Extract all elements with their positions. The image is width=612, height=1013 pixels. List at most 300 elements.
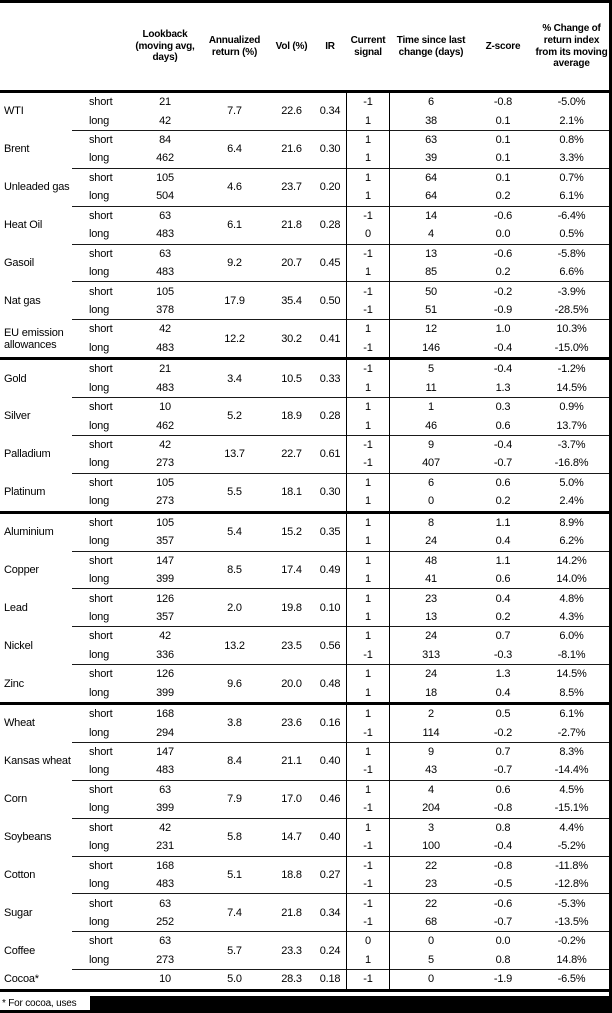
commodity-name: Nat gas <box>4 294 41 307</box>
cell-z-score: -0.2 <box>493 726 513 739</box>
cell-current-signal: -1 <box>363 859 373 872</box>
cell-z-score: 0.2 <box>495 266 511 279</box>
cell-z-score: 0.1 <box>495 152 511 165</box>
cell-pct-change: 4.3% <box>559 610 584 623</box>
cell-vol: 21.8 <box>281 906 302 919</box>
cell-leg-type: short <box>89 516 113 529</box>
cell-current-signal: -1 <box>363 802 373 815</box>
cell-lookback: 10 <box>159 401 171 414</box>
cell-days-since-change: 38 <box>425 114 437 127</box>
cell-leg-type: long <box>89 726 109 739</box>
cell-ir: 0.40 <box>319 755 341 768</box>
cell-z-score: 0.7 <box>495 746 511 759</box>
cell-days-since-change: 22 <box>425 897 437 910</box>
cell-vol: 21.6 <box>281 143 302 156</box>
cell-lookback: 126 <box>156 668 174 681</box>
commodity-group <box>0 93 609 130</box>
redacted-footer-bar <box>0 996 609 1013</box>
cell-annualized-return: 5.5 <box>227 486 242 499</box>
cell-z-score: -0.7 <box>493 915 513 928</box>
cell-leg-type: short <box>89 323 113 336</box>
cell-z-score: 0.1 <box>495 134 511 147</box>
cell-ir: 0.56 <box>319 639 341 652</box>
cell-lookback: 105 <box>156 516 174 529</box>
cell-leg-type: short <box>89 897 113 910</box>
header-z-score: Z-score <box>485 40 521 52</box>
cell-z-score: -1.9 <box>493 973 513 986</box>
cell-ir: 0.16 <box>319 717 341 730</box>
cell-vol: 20.7 <box>281 256 302 269</box>
commodity-name: Silver <box>4 410 31 423</box>
cell-days-since-change: 313 <box>422 648 440 661</box>
commodity-name: Corn <box>4 793 28 806</box>
cell-current-signal: -1 <box>363 726 373 739</box>
commodity-name: Zinc <box>4 677 24 690</box>
cell-lookback: 504 <box>156 190 174 203</box>
cell-days-since-change: 50 <box>425 285 437 298</box>
commodity-group <box>0 131 609 168</box>
cell-leg-type: long <box>89 495 109 508</box>
cell-pct-change: 0.8% <box>559 134 584 147</box>
cell-lookback: 84 <box>159 134 171 147</box>
cell-vol: 21.1 <box>281 755 302 768</box>
cell-leg-type: long <box>89 648 109 661</box>
cell-leg-type: long <box>89 535 109 548</box>
cell-ir: 0.33 <box>319 372 341 385</box>
cell-days-since-change: 22 <box>425 859 437 872</box>
cell-current-signal: 1 <box>365 134 371 147</box>
cell-pct-change: -6.5% <box>557 973 586 986</box>
cell-current-signal: 1 <box>365 152 371 165</box>
cell-pct-change: -16.8% <box>554 457 589 470</box>
cell-current-signal: 1 <box>365 783 371 796</box>
cell-lookback: 42 <box>159 630 171 643</box>
cell-annualized-return: 7.7 <box>227 105 242 118</box>
cell-pct-change: 4.8% <box>559 592 584 605</box>
cell-current-signal: 1 <box>365 573 371 586</box>
header-ir: IR <box>325 40 335 52</box>
commodity-name: Sugar <box>4 906 33 919</box>
commodity-group <box>0 857 609 894</box>
cell-vol: 18.9 <box>281 410 302 423</box>
cell-ir: 0.35 <box>319 526 341 539</box>
cell-days-since-change: 2 <box>428 708 434 721</box>
cell-pct-change: 10.3% <box>556 323 587 336</box>
commodity-name: Unleaded gas <box>4 181 70 194</box>
cell-leg-type: short <box>89 363 113 376</box>
commodity-group <box>0 207 609 244</box>
cell-days-since-change: 12 <box>425 323 437 336</box>
cell-days-since-change: 64 <box>425 190 437 203</box>
cell-vol: 17.4 <box>281 563 302 576</box>
cell-pct-change: 14.5% <box>556 668 587 681</box>
cell-lookback: 168 <box>156 708 174 721</box>
cell-leg-type: long <box>89 878 109 891</box>
cell-z-score: 0.6 <box>495 573 511 586</box>
header-lookback: Lookback (moving avg, days) <box>135 28 195 64</box>
cell-lookback: 42 <box>159 821 171 834</box>
cell-ir: 0.10 <box>319 601 341 614</box>
cell-current-signal: 1 <box>365 516 371 529</box>
cell-days-since-change: 23 <box>425 592 437 605</box>
cell-z-score: -0.8 <box>493 859 513 872</box>
cell-ir: 0.40 <box>319 831 341 844</box>
cell-leg-type: long <box>89 114 109 127</box>
cell-days-since-change: 0 <box>428 495 434 508</box>
cell-leg-type: short <box>89 708 113 721</box>
cell-ir: 0.28 <box>319 410 341 423</box>
cell-days-since-change: 204 <box>422 802 440 815</box>
cell-lookback: 294 <box>156 726 174 739</box>
cell-current-signal: 1 <box>365 686 371 699</box>
cell-lookback: 168 <box>156 859 174 872</box>
header-pct-change: % Change of return index from its moving average <box>535 22 608 70</box>
cell-current-signal: -1 <box>363 648 373 661</box>
cell-days-since-change: 4 <box>428 228 434 241</box>
cell-lookback: 483 <box>156 764 174 777</box>
cell-current-signal: 1 <box>365 821 371 834</box>
cell-annualized-return: 3.4 <box>227 372 242 385</box>
commodity-name: Cocoa* <box>4 973 39 986</box>
cell-leg-type: short <box>89 859 113 872</box>
cell-z-score: 0.8 <box>495 821 511 834</box>
cell-z-score: 0.6 <box>495 783 511 796</box>
cell-lookback: 63 <box>159 935 171 948</box>
cell-days-since-change: 0 <box>428 973 434 986</box>
commodity-group <box>0 360 609 397</box>
cell-lookback: 147 <box>156 746 174 759</box>
cell-pct-change: 0.5% <box>559 228 584 241</box>
commodity-name: Gold <box>4 372 27 385</box>
header-vol: Vol (%) <box>275 40 308 52</box>
cell-pct-change: 6.1% <box>559 190 584 203</box>
commodity-name: Aluminium <box>4 526 54 539</box>
cell-lookback: 105 <box>156 171 174 184</box>
cell-z-score: 0.5 <box>495 708 511 721</box>
cell-current-signal: -1 <box>363 840 373 853</box>
cell-z-score: -0.3 <box>493 648 513 661</box>
commodity-group <box>0 398 609 435</box>
cell-leg-type: short <box>89 134 113 147</box>
cell-pct-change: -11.8% <box>555 859 588 872</box>
cell-lookback: 21 <box>159 363 171 376</box>
cell-days-since-change: 24 <box>425 535 437 548</box>
cell-leg-type: short <box>89 285 113 298</box>
cell-annualized-return: 2.0 <box>227 601 242 614</box>
cell-days-since-change: 9 <box>428 746 434 759</box>
cell-z-score: -0.9 <box>493 303 513 316</box>
cell-current-signal: 1 <box>365 381 371 394</box>
cell-lookback: 273 <box>156 495 174 508</box>
cell-z-score: 1.3 <box>495 381 511 394</box>
cell-current-signal: -1 <box>363 439 373 452</box>
cell-pct-change: 8.3% <box>559 746 584 759</box>
cell-z-score: 0.6 <box>495 476 511 489</box>
cell-pct-change: -5.0% <box>557 96 586 109</box>
cell-leg-type: long <box>89 915 109 928</box>
cell-pct-change: 3.3% <box>559 152 584 165</box>
cell-ir: 0.28 <box>319 219 341 232</box>
commodity-name: Kansas wheat <box>4 755 71 768</box>
cell-annualized-return: 8.4 <box>227 755 242 768</box>
commodity-name: Heat Oil <box>4 219 43 232</box>
commodity-name: EU emission allowances <box>4 326 64 351</box>
cell-annualized-return: 5.0 <box>227 973 242 986</box>
cell-lookback: 147 <box>156 554 174 567</box>
cell-z-score: 0.2 <box>495 495 511 508</box>
cell-annualized-return: 6.4 <box>227 143 242 156</box>
cell-ir: 0.41 <box>319 332 341 345</box>
footnote: * For cocoa, uses <box>0 996 90 1010</box>
cell-annualized-return: 5.7 <box>227 944 242 957</box>
cell-vol: 21.8 <box>281 219 302 232</box>
cell-z-score: -0.7 <box>493 457 513 470</box>
commodity-group <box>0 932 609 969</box>
cell-pct-change: -0.2% <box>557 935 586 948</box>
cell-current-signal: -1 <box>363 764 373 777</box>
cell-lookback: 462 <box>156 152 174 165</box>
commodity-group <box>0 665 609 702</box>
cell-pct-change: -12.8% <box>554 878 589 891</box>
cell-lookback: 399 <box>156 686 174 699</box>
cell-z-score: -0.2 <box>493 285 513 298</box>
cell-current-signal: -1 <box>363 457 373 470</box>
cell-pct-change: 0.7% <box>559 171 584 184</box>
cell-z-score: 0.8 <box>495 953 511 966</box>
cell-leg-type: long <box>89 764 109 777</box>
cell-pct-change: 13.7% <box>556 419 587 432</box>
cell-leg-type: short <box>89 476 113 489</box>
cell-z-score: -0.5 <box>493 878 513 891</box>
cell-days-since-change: 6 <box>428 96 434 109</box>
cell-vol: 30.2 <box>281 332 302 345</box>
cell-current-signal: -1 <box>363 96 373 109</box>
cell-z-score: 0.6 <box>495 419 511 432</box>
cell-current-signal: 1 <box>365 323 371 336</box>
cell-current-signal: 1 <box>365 746 371 759</box>
cell-z-score: -0.4 <box>493 363 513 376</box>
cell-pct-change: -15.0% <box>554 341 589 354</box>
commodity-name: Coffee <box>4 944 36 957</box>
cell-days-since-change: 23 <box>425 878 437 891</box>
cell-current-signal: 1 <box>365 535 371 548</box>
cell-ir: 0.48 <box>319 677 341 690</box>
cell-lookback: 462 <box>156 419 174 432</box>
cell-current-signal: 1 <box>365 953 371 966</box>
cell-annualized-return: 13.7 <box>224 448 245 461</box>
commodity-name: Cotton <box>4 868 36 881</box>
cell-days-since-change: 14 <box>425 209 437 222</box>
commodity-group <box>0 627 609 664</box>
cell-leg-type: short <box>89 592 113 605</box>
commodity-group <box>0 436 609 473</box>
cell-z-score: -0.6 <box>493 247 513 260</box>
cell-current-signal: 1 <box>365 708 371 721</box>
cell-lookback: 483 <box>156 381 174 394</box>
cell-pct-change: 0.9% <box>559 401 584 414</box>
cell-leg-type: short <box>89 439 113 452</box>
cell-vol: 23.3 <box>281 944 302 957</box>
cell-days-since-change: 24 <box>425 630 437 643</box>
cell-z-score: -0.4 <box>493 341 513 354</box>
cell-ir: 0.61 <box>319 448 341 461</box>
cell-annualized-return: 9.2 <box>227 256 242 269</box>
cell-leg-type: short <box>89 247 113 260</box>
cell-pct-change: 4.4% <box>559 821 584 834</box>
cell-vol: 10.5 <box>281 372 302 385</box>
cell-leg-type <box>86 970 130 988</box>
cell-lookback: 357 <box>156 535 174 548</box>
cell-days-since-change: 64 <box>425 171 437 184</box>
cell-leg-type: short <box>89 554 113 567</box>
cell-vol: 23.6 <box>281 717 302 730</box>
cell-days-since-change: 9 <box>428 439 434 452</box>
cell-annualized-return: 8.5 <box>227 563 242 576</box>
cell-annualized-return: 5.2 <box>227 410 242 423</box>
cell-annualized-return: 4.6 <box>227 181 242 194</box>
cell-days-since-change: 4 <box>428 783 434 796</box>
signal-column-border-right <box>389 93 390 992</box>
cell-leg-type: long <box>89 573 109 586</box>
cell-z-score: 0.0 <box>495 228 511 241</box>
cell-lookback: 63 <box>159 783 171 796</box>
cell-z-score: 0.4 <box>495 592 511 605</box>
cell-leg-type: long <box>89 953 109 966</box>
cell-current-signal: -1 <box>363 878 373 891</box>
cell-pct-change: -6.4% <box>557 209 586 222</box>
cell-lookback: 399 <box>156 802 174 815</box>
commodity-name: WTI <box>4 105 24 118</box>
cell-z-score: -0.6 <box>493 209 513 222</box>
cell-days-since-change: 5 <box>428 953 434 966</box>
commodity-group <box>0 474 609 511</box>
cell-lookback: 42 <box>159 114 171 127</box>
cell-z-score: 1.3 <box>495 668 511 681</box>
cell-current-signal: 1 <box>365 610 371 623</box>
cell-ir: 0.50 <box>319 294 341 307</box>
cell-current-signal: 1 <box>365 401 371 414</box>
cell-z-score: -0.8 <box>493 802 513 815</box>
cell-lookback: 483 <box>156 228 174 241</box>
cell-pct-change: -3.9% <box>557 285 586 298</box>
cell-leg-type: long <box>89 152 109 165</box>
commodity-group <box>0 819 609 856</box>
cell-days-since-change: 46 <box>425 419 437 432</box>
cell-leg-type: long <box>89 228 109 241</box>
cell-pct-change: 14.8% <box>556 953 587 966</box>
cell-pct-change: 5.0% <box>559 476 584 489</box>
cell-vol: 18.1 <box>281 486 302 499</box>
cell-current-signal: 1 <box>365 495 371 508</box>
cell-days-since-change: 407 <box>422 457 440 470</box>
cell-annualized-return: 3.8 <box>227 717 242 730</box>
cell-z-score: -0.4 <box>493 840 513 853</box>
cell-days-since-change: 48 <box>425 554 437 567</box>
cell-days-since-change: 1 <box>428 401 434 414</box>
cell-current-signal: -1 <box>363 341 373 354</box>
commodity-name: Nickel <box>4 639 33 652</box>
cell-lookback: 483 <box>156 266 174 279</box>
commodity-group <box>0 282 609 319</box>
cell-leg-type: long <box>89 802 109 815</box>
cell-pct-change: 14.0% <box>556 573 587 586</box>
cell-leg-type: long <box>89 457 109 470</box>
cell-z-score: 0.7 <box>495 630 511 643</box>
cell-current-signal: -1 <box>363 247 373 260</box>
cell-days-since-change: 51 <box>425 303 437 316</box>
cell-ir: 0.49 <box>319 563 341 576</box>
cell-z-score: 0.4 <box>495 686 511 699</box>
cell-lookback: 483 <box>156 878 174 891</box>
cell-days-since-change: 5 <box>428 363 434 376</box>
cell-leg-type: long <box>89 190 109 203</box>
cell-lookback: 273 <box>156 953 174 966</box>
cell-pct-change: 2.1% <box>559 114 584 127</box>
cell-pct-change: -1.2% <box>557 363 586 376</box>
cell-current-signal: 1 <box>365 554 371 567</box>
cell-days-since-change: 0 <box>428 935 434 948</box>
cell-ir: 0.20 <box>319 181 341 194</box>
commodity-group <box>0 320 609 357</box>
header-time-since-change: Time since last change (days) <box>396 34 466 58</box>
cell-lookback: 63 <box>159 209 171 222</box>
cell-days-since-change: 63 <box>425 134 437 147</box>
cell-annualized-return: 7.4 <box>227 906 242 919</box>
cell-ir: 0.24 <box>319 944 341 957</box>
cell-ir: 0.46 <box>319 793 341 806</box>
commodity-group <box>0 245 609 282</box>
cell-leg-type: short <box>89 209 113 222</box>
cell-ir: 0.18 <box>319 973 341 986</box>
cell-pct-change: -13.5% <box>554 915 589 928</box>
cell-lookback: 357 <box>156 610 174 623</box>
cell-days-since-change: 11 <box>425 381 437 394</box>
cell-current-signal: 1 <box>365 114 371 127</box>
cell-days-since-change: 43 <box>425 764 437 777</box>
cell-vol: 23.5 <box>281 639 302 652</box>
cell-lookback: 126 <box>156 592 174 605</box>
cell-current-signal: 0 <box>365 935 371 948</box>
cell-days-since-change: 6 <box>428 476 434 489</box>
cell-current-signal: -1 <box>363 285 373 298</box>
cell-days-since-change: 18 <box>425 686 437 699</box>
cell-leg-type: long <box>89 381 109 394</box>
commodity-name: Gasoil <box>4 256 34 269</box>
cell-vol: 28.3 <box>281 973 302 986</box>
commodity-name: Palladium <box>4 448 51 461</box>
cell-z-score: 0.2 <box>495 190 511 203</box>
cell-current-signal: 1 <box>365 630 371 643</box>
cell-ir: 0.27 <box>319 868 341 881</box>
cell-pct-change: -5.3% <box>557 897 586 910</box>
cell-lookback: 378 <box>156 303 174 316</box>
table-header-row <box>0 3 609 93</box>
commodity-group <box>0 743 609 780</box>
cell-lookback: 399 <box>156 573 174 586</box>
cell-ir: 0.30 <box>319 143 341 156</box>
cell-current-signal: 1 <box>365 171 371 184</box>
header-spacer-type <box>86 3 130 90</box>
cell-z-score: 0.2 <box>495 610 511 623</box>
cell-pct-change: 4.5% <box>559 783 584 796</box>
commodity-group <box>0 781 609 818</box>
cell-vol: 14.7 <box>281 831 302 844</box>
cell-z-score: 0.1 <box>495 171 511 184</box>
cell-leg-type: short <box>89 630 113 643</box>
cell-leg-type: short <box>89 783 113 796</box>
cell-leg-type: long <box>89 686 109 699</box>
section-divider <box>0 989 609 992</box>
